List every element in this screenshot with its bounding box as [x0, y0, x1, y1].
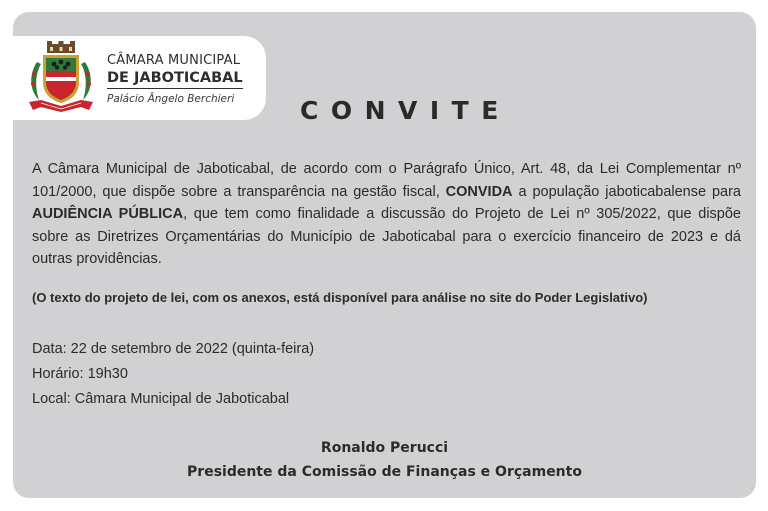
org-name-line2: DE JABOTICABAL	[107, 70, 243, 89]
body-bold-audiencia: AUDIÊNCIA PÚBLICA	[32, 206, 184, 222]
municipal-crest-icon	[23, 40, 99, 116]
body-text-part1: A Câmara Municipal de Jaboticabal, de acordo com o Parágrafo Único, Art. 48, da Lei Complementar nº 101/2000, que dispõe sobre a transparência na gestão fiscal,	[32, 161, 741, 200]
body-bold-convida: CONVIDA	[445, 183, 513, 200]
event-place: Local: Câmara Municipal de Jaboticabal	[32, 391, 290, 407]
body-text-part2: a população jaboticabalense para	[512, 183, 741, 200]
event-time: Horário: 19h30	[32, 366, 128, 382]
signatory-role: Presidente da Comissão de Finanças e Orçamento	[187, 464, 582, 480]
logo-header	[13, 36, 266, 120]
org-palace-name: Palácio Ângelo Berchieri	[107, 93, 235, 105]
invitation-body	[32, 158, 741, 271]
signatory-name: Ronaldo Perucci	[320, 440, 449, 456]
org-name-line1: CÂMARA MUNICIPAL	[107, 53, 241, 68]
document-title: CONVITE	[300, 96, 511, 125]
body-text-part3: , que tem como finalidade a discussão do Projeto de Lei nº 305/2022, que dispõe sobre as Diretrizes Orçamentárias do Município de Jaboticabal para o exercício financeiro de 2023 e dá outras providências.	[32, 206, 741, 267]
event-date: Data: 22 de setembro de 2022 (quinta-feira)	[32, 341, 315, 357]
availability-note: (O texto do projeto de lei, com os anexos, está disponível para análise no site do Poder Legislativo)	[32, 290, 648, 305]
